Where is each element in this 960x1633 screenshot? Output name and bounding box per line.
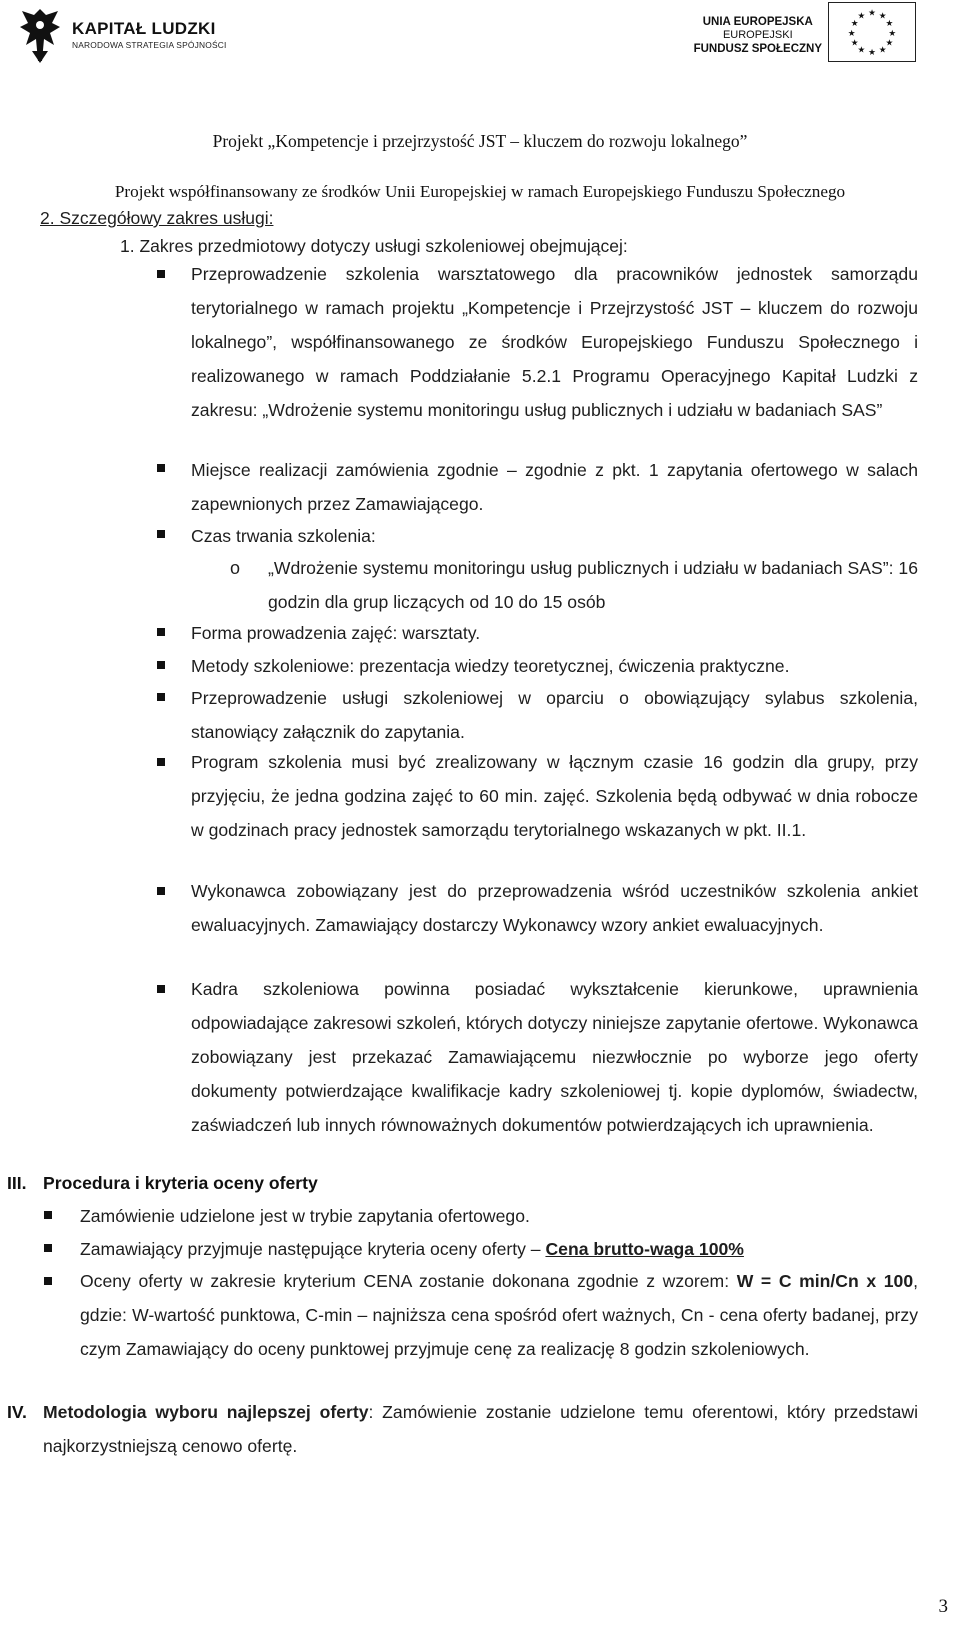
list-item: Zamówienie udzielone jest w trybie zapytania ofertowego.: [80, 1206, 530, 1226]
list-item: Forma prowadzenia zajęć: warsztaty.: [191, 623, 481, 643]
scoring-text: Oceny oferty w zakresie kryterium CENA zostanie dokonana zgodnie z wzorem:: [80, 1271, 737, 1291]
list-sub-item: „Wdrożenie systemu monitoringu usług publicznych i udziału w badaniach SAS”: 16 godzin dla grup liczących od 10 do 15 osób: [268, 558, 918, 612]
svg-text:★: ★: [850, 19, 859, 30]
svg-text:★: ★: [847, 28, 856, 39]
section-2-heading: 2. Szczegółowy zakres usługi:: [40, 208, 274, 228]
eu-logo: [694, 2, 916, 62]
project-title: Projekt „Kompetencje i przejrzystość JST – kluczem do rozwoju lokalnego”: [212, 131, 748, 151]
kapital-ludzki-logo: [18, 4, 227, 66]
svg-text:★: ★: [857, 45, 866, 56]
bullet-marker: [157, 628, 165, 636]
list-item: Przeprowadzenie usługi szkoleniowej w oparciu o obowiązujący sylabus szkolenia, stanowiący załącznik do zapytania.: [191, 688, 918, 742]
bullet-marker: [157, 464, 165, 472]
list-item: [80, 1232, 918, 1266]
svg-text:★: ★: [878, 11, 887, 22]
scoring-formula: W = C min/Cn x 100: [736, 1271, 914, 1291]
logo-name: KAPITAŁ LUDZKI: [72, 19, 216, 39]
list-item: Czas trwania szkolenia:: [191, 526, 376, 546]
eu-line-3: FUNDUSZ SPOŁECZNY: [693, 42, 822, 55]
svg-text:★: ★: [885, 38, 894, 49]
eagle-icon: [18, 5, 62, 65]
bullet-marker: [44, 1277, 52, 1285]
svg-text:★: ★: [885, 19, 894, 30]
list-item: Miejsce realizacji zamówienia zgodnie – zgodnie z pkt. 1 zapytania ofertowego w salach zapewnionych przez Zamawiającego.: [191, 460, 918, 514]
svg-text:★: ★: [888, 28, 897, 39]
section-3-numeral: III.: [7, 1173, 27, 1193]
section-4-heading: Metodologia wyboru najlepszej oferty: [43, 1402, 369, 1422]
eu-line-1: UNIA EUROPEJSKA: [702, 16, 813, 28]
bullet-marker: [157, 661, 165, 669]
sub-bullet-marker: o: [230, 558, 241, 578]
bullet-marker: [157, 693, 165, 701]
list-item: Metody szkoleniowe: prezentacja wiedzy teoretycznej, ćwiczenia praktyczne.: [191, 656, 790, 676]
bullet-marker: [157, 530, 165, 538]
list-item: [80, 1264, 918, 1366]
eu-flag-icon: [828, 2, 916, 62]
bullet-marker: [157, 270, 165, 278]
bullet-marker: [157, 758, 165, 766]
logo-subtitle: NARODOWA STRATEGIA SPÓJNOŚCI: [72, 40, 227, 51]
bullet-marker: [44, 1211, 52, 1219]
section-4-numeral: IV.: [7, 1402, 27, 1422]
price-weight-criterion: Cena brutto-waga 100%: [545, 1239, 744, 1259]
list-item: Kadra szkoleniowa powinna posiadać wykształcenie kierunkowe, uprawnienia odpowiadające zakresowi szkoleń, których dotyczy niniejsze zapytanie ofertowe. Wykonawca zobowiązany jest przekazać Zamawiającemu niezwłocznie po wyborze jego oferty dokumenty potwierdzające kwalifikacje kadry szkoleniowej tj. kopie dyplomów, świadectw, zaświadczeń lub innych równoważnych dokumentów potwierdzających ich uprawnienia.: [191, 979, 918, 1135]
cofinancing-note: Projekt współfinansowany ze środków Unii Europejskiej w ramach Europejskiego Funduszu Społecznego: [114, 182, 846, 201]
scope-intro: 1. Zakres przedmiotowy dotyczy usługi szkoleniowej obejmującej:: [120, 236, 628, 256]
criteria-text: Zamawiający przyjmuje następujące kryteria oceny oferty –: [80, 1239, 546, 1259]
svg-text:★: ★: [868, 8, 876, 19]
list-item: Przeprowadzenie szkolenia warsztatowego dla pracowników jednostek samorządu terytorialnego w ramach projektu „Kompetencje i Przejrzystość JST – kluczem do rozwoju lokalnego”, współfinansowanego ze środków Europejskiego Funduszu Społecznego i realizowanego w ramach Poddziałanie 5.2.1 Programu Operacyjnego Kapitał Ludzki z zakresu: „Wdrożenie systemu monitoringu usług publicznych i udziału w badaniach SAS”: [191, 264, 918, 420]
svg-text:★: ★: [857, 11, 866, 22]
bullet-marker: [44, 1244, 52, 1252]
list-item: Program szkolenia musi być zrealizowany w łącznym czasie 16 godzin dla grupy, przy przyjęciu, że jedna godzina zajęć to 60 min. zajęć. Szkolenia będą odbywać w dnia robocze w godzinach pracy jednostek samorządu terytorialnego wskazanych w pkt. II.1.: [191, 752, 918, 840]
page-number: 3: [938, 1596, 948, 1617]
eu-line-2: EUROPEJSKI: [722, 29, 793, 42]
section-4-text: : Zamówienie zostanie udzielone temu oferentowi, który przedstawi najkorzystniejszą cenowo ofertę.: [43, 1402, 919, 1456]
bullet-marker: [157, 887, 165, 895]
bullet-marker: [157, 985, 165, 993]
svg-text:★: ★: [878, 45, 887, 56]
list-item: Wykonawca zobowiązany jest do przeprowadzenia wśród uczestników szkolenia ankiet ewaluacyjnych. Zamawiający dostarczy Wykonawcy wzory ankiet ewaluacyjnych.: [191, 881, 918, 935]
section-4-paragraph: [43, 1395, 918, 1463]
section-3-heading: Procedura i kryteria oceny oferty: [43, 1173, 318, 1193]
svg-text:★: ★: [868, 48, 876, 59]
scoring-explanation: , gdzie: W-wartość punktowa, C-min – najniższa cena spośród ofert ważnych, Cn - cena oferty badanej, przy czym Zamawiający do oceny punktowej przyjmuje cenę za realizację 8 godzin szkoleniowych.: [80, 1271, 918, 1359]
page-header: [0, 0, 960, 200]
svg-text:★: ★: [850, 38, 859, 49]
